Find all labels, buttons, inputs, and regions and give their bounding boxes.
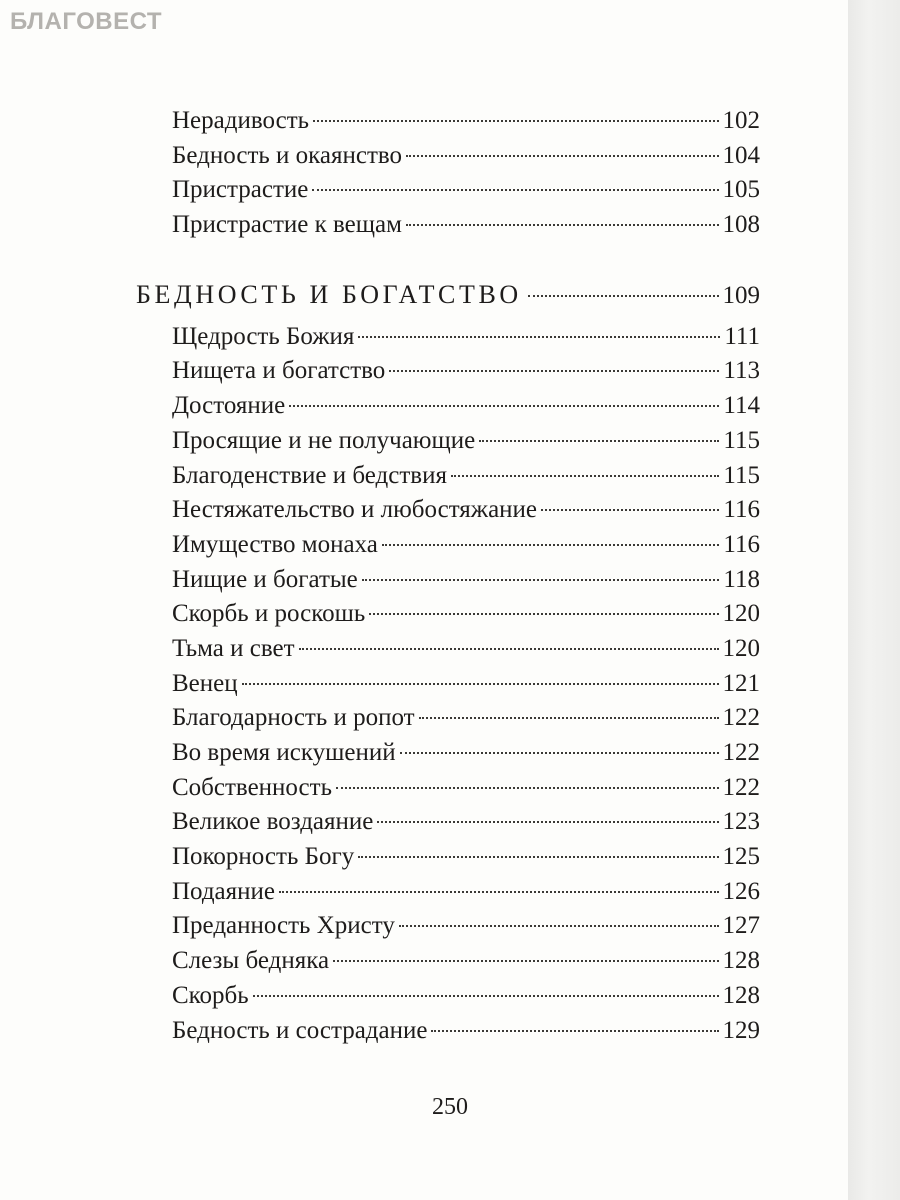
dot-leader — [451, 475, 719, 477]
dot-leader — [358, 856, 718, 858]
toc-entry-page-number: 105 — [722, 176, 760, 204]
section-spacer — [172, 243, 760, 274]
toc-entry — [172, 597, 760, 632]
table-of-contents — [136, 104, 760, 1048]
dot-leader — [242, 683, 719, 685]
toc-entry-title: Нищие и богатые — [172, 565, 358, 593]
next-page-edge — [848, 0, 900, 1200]
toc-entry-page-number: 122 — [722, 704, 760, 732]
toc-entry — [172, 875, 760, 910]
toc-entry-title: Во время искушений — [172, 739, 396, 766]
toc-section-heading — [136, 274, 760, 316]
toc-entry-page-number: 108 — [722, 211, 760, 239]
dot-leader — [399, 925, 719, 927]
toc-entry — [172, 736, 760, 771]
dot-leader — [253, 995, 719, 997]
toc-entry-page-number: 120 — [722, 600, 760, 628]
toc-entry-page-number: 122 — [722, 739, 760, 766]
toc-entry-title: Пристрастие — [172, 176, 309, 204]
dot-leader — [313, 120, 718, 122]
dot-leader — [279, 891, 718, 893]
dot-leader — [289, 405, 719, 407]
toc-entry — [172, 632, 760, 667]
toc-entry — [172, 208, 760, 243]
toc-entry — [172, 805, 760, 840]
toc-entry — [172, 424, 760, 459]
toc-entry-page-number: 123 — [722, 808, 760, 836]
section-title: БЕДНОСТЬ И БОГАТСТВО — [136, 279, 522, 309]
toc-entry — [172, 459, 760, 494]
toc-entry-page-number: 121 — [722, 669, 760, 697]
toc-entry-page-number: 115 — [723, 426, 760, 454]
toc-entry — [172, 389, 760, 424]
toc-entry-title: Нищета и богатство — [172, 357, 386, 385]
toc-entry-page-number: 129 — [722, 1016, 760, 1044]
toc-entry-title: Великое воздаяние — [172, 808, 374, 836]
toc-entry-title: Венец — [172, 669, 238, 697]
dot-leader — [382, 544, 720, 546]
toc-entry-title: Покорность Богу — [172, 843, 355, 871]
dot-leader — [400, 752, 719, 754]
toc-entry-page-number: 104 — [722, 141, 760, 169]
toc-entry-title: Подаяние — [172, 877, 276, 905]
dot-leader — [541, 509, 719, 511]
toc-entry — [172, 771, 760, 806]
dot-leader — [377, 821, 718, 823]
toc-entry — [172, 139, 760, 174]
toc-entry-title: Бедность и сострадание — [172, 1016, 428, 1044]
toc-entry-title: Имущество монаха — [172, 530, 378, 558]
dot-leader — [406, 155, 718, 157]
dot-leader — [528, 295, 719, 297]
toc-entry-title: Нестяжательство и любостяжание — [172, 496, 538, 524]
dot-leader — [369, 613, 718, 615]
toc-entry-title: Собственность — [172, 773, 332, 801]
dot-leader — [358, 336, 720, 338]
toc-entry-title: Благоденствие и бедствия — [172, 461, 447, 489]
toc-entry-title: Бедность и окаянство — [172, 141, 403, 169]
toc-entry-title: Благодарность и ропот — [172, 704, 415, 732]
toc-entry — [172, 354, 760, 389]
toc-entry — [172, 493, 760, 528]
toc-entry-page-number: 116 — [723, 496, 760, 524]
toc-entry-page-number: 128 — [722, 947, 760, 975]
toc-entry-title: Скорбь — [172, 981, 249, 1009]
toc-entry — [172, 840, 760, 875]
dot-leader — [406, 224, 719, 226]
toc-entry-page-number: 113 — [723, 357, 760, 385]
dot-leader — [479, 440, 719, 442]
toc-entry — [172, 701, 760, 736]
toc-entry-title: Достояние — [172, 392, 286, 420]
toc-entry — [172, 944, 760, 979]
toc-entry-title: Пристрастие к вещам — [172, 211, 402, 239]
toc-entry-title: Слезы бедняка — [172, 947, 330, 975]
toc-entry-page-number: 125 — [722, 843, 760, 871]
toc-entry-title: Нерадивость — [172, 107, 310, 134]
toc-entry — [172, 173, 760, 208]
toc-group-1 — [172, 104, 760, 243]
dot-leader — [419, 717, 719, 719]
toc-entry-title: Преданность Христу — [172, 912, 395, 940]
toc-entry-page-number: 111 — [724, 322, 760, 350]
toc-entry-page-number: 120 — [722, 634, 760, 662]
section-page-number: 109 — [722, 281, 760, 309]
dot-leader — [431, 1030, 718, 1032]
toc-entry-page-number: 122 — [722, 773, 760, 801]
toc-entry-title: Скорбь и роскошь — [172, 600, 366, 628]
dot-leader — [362, 579, 720, 581]
toc-entry — [172, 1014, 760, 1049]
dot-leader — [389, 370, 719, 372]
toc-entry-title: Тьма и свет — [172, 634, 295, 662]
toc-entry-page-number: 102 — [722, 107, 760, 134]
page-number-folio: 250 — [432, 1094, 468, 1120]
toc-entry-page-number: 118 — [723, 565, 760, 593]
toc-entry-page-number: 127 — [722, 912, 760, 940]
toc-entry — [172, 320, 760, 355]
toc-entry-page-number: 116 — [723, 530, 760, 558]
dot-leader — [333, 960, 718, 962]
watermark-logo: БЛАГОВЕСТ — [10, 8, 163, 35]
toc-entry-page-number: 128 — [722, 981, 760, 1009]
toc-entry-page-number: 114 — [723, 392, 760, 420]
toc-entry-title: Просящие и не получающие — [172, 426, 476, 454]
toc-entry — [172, 979, 760, 1014]
toc-entry-title: Щедрость Божия — [172, 322, 355, 350]
toc-entry-page-number: 115 — [723, 461, 760, 489]
dot-leader — [312, 189, 718, 191]
toc-entry — [172, 909, 760, 944]
dot-leader — [299, 648, 719, 650]
toc-entry — [172, 104, 760, 139]
toc-group-2 — [172, 320, 760, 1048]
toc-entry — [172, 667, 760, 702]
toc-entry — [172, 563, 760, 598]
toc-entry-page-number: 126 — [722, 877, 760, 905]
dot-leader — [336, 787, 719, 789]
toc-entry — [172, 528, 760, 563]
